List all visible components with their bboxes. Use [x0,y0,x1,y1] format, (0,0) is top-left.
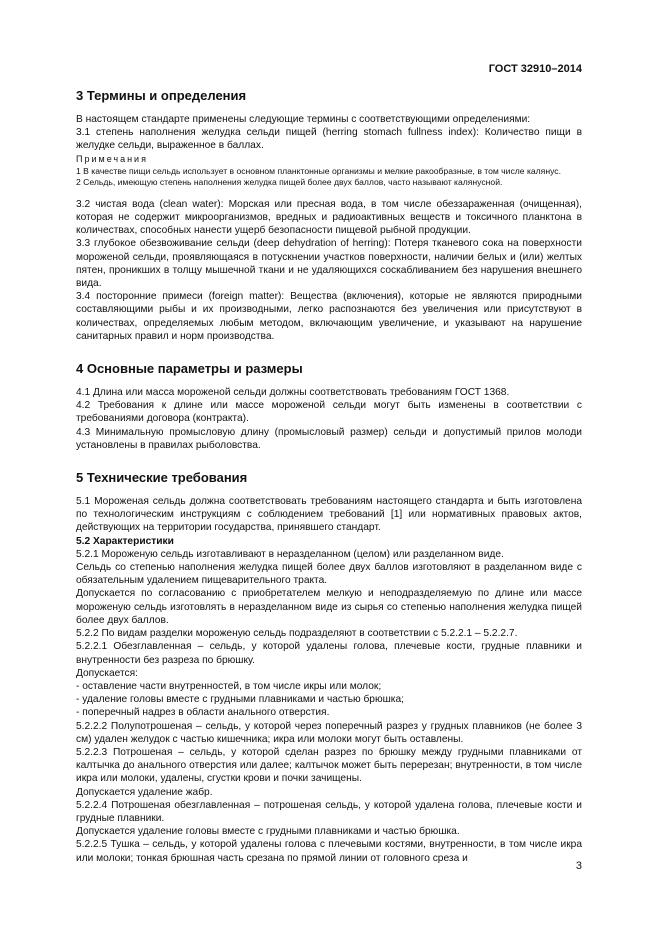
paragraph-5-1: 5.1 Мороженая сельдь должна соответствовать требованиям настоящего стандарта и быть изготовлена по технологическим инструкциям с соблюдением требований [1] или нормативных правовых актов, действующих на территории государства, принявшего стандарт. [76,496,582,534]
section-4-title: 4 Основные параметры и размеры [76,361,303,377]
paragraph-4-3: 4.3 Минимальную промысловую длину (промысловый размер) сельди и допустимый прилов молоди установлены в правилах рыболовства. [76,426,582,451]
paragraph: В настоящем стандарте применены следующие термины с соответствующими определениями: [76,114,531,125]
term-3-1: 3.1 степень наполнения желудка сельди пищей (herring stomach fullness index): Количество пищи в желудке сельди, выраженное в баллах. [76,127,582,152]
paragraph-4-2: 4.2 Требования к длине или массе мороженой сельди могут быть изменены в соответствии с требованиями договора (контракта). [76,400,582,425]
subsection-5-2-title: 5.2 Характеристики [76,535,174,547]
note-heading: Примечания [76,153,148,164]
term-3-3: 3.3 глубокое обезвоживание сельди (deep dehydration of herring): Потеря тканевого сока на поверхности мороженой сельди, проявляющаяся в потускнении участков поверхности, наличии белых и (или) желтых пятен, проникших в толщу мышечной ткани и не удаляющихся соскабливанием без нарушения внешнего вида. [76,238,582,290]
paragraph-5-2-2-3: 5.2.2.3 Потрошеная – сельдь, у которой сделан разрез по брюшку между грудными плавниками от калтычка до анального отверстия или далее; калтычок может быть перерезан; внутренности, в том числе икра или молоки, удалены, сгустки крови и почки зачищены. [76,746,582,785]
term-3-2: 3.2 чистая вода (clean water): Морская или пресная вода, в том числе обеззараженная (очищенная), которая не содержит микроорганизмов, вредных и радиоактивных веществ и токсичного планктона в количествах, способных нанести ущерб безопасности пищевой рыбной продукции. [76,198,582,237]
paragraph-5-2-2-1: 5.2.2.1 Обезглавленная – сельдь, у которой удалены голова, плечевые кости, грудные плавники и внутренности без разреза по брюшку. [76,641,582,666]
page-body [76,88,582,865]
list-item: - поперечный надрез в области анального отверстия. [76,707,330,719]
paragraph: Сельдь со степенью наполнения желудка пищей более двух баллов изготовляют в разделанном виде с обязательным удалением пищеварительного тракта. [76,562,582,587]
note-2: 2 Сельдь, имеющую степень наполнения желудка пищей более двух баллов, часто называют калянусной. [76,177,503,188]
term-3-4: 3.4 посторонние примеси (foreign matter): Вещества (включения), которые не являются природными составляющими рыбы и их производными, легко распознаются без увеличения или присутствуют в количествах, определяемых любым методом, включающим увеличение, и указывают на нарушение санитарных правил и норм производства. [76,291,582,342]
document-code: ГОСТ 32910–2014 [488,63,582,75]
note-1: 1 В качестве пищи сельдь использует в основном планктонные организмы и мелкие ракообразные, в том числе калянус. [76,165,561,176]
paragraph: Допускается: [76,667,138,679]
paragraph-4-1: 4.1 Длина или масса мороженой сельди должны соответствовать требованиям ГОСТ 1368. [76,387,510,399]
section-3-title: 3 Термины и определения [76,88,247,103]
list-item: - оставление части внутренностей, в том числе икры или молок; [76,680,382,692]
page-number: 3 [575,860,582,872]
paragraph-5-2-1: 5.2.1 Мороженую сельдь изготавливают в неразделанном (целом) или разделанном виде. [76,548,504,560]
paragraph-5-2-2-2: 5.2.2.2 Полупотрошеная – сельдь, у которой через поперечный разрез у грудных плавников (не более 3 см) удален желудок с частью кишечника; икра или молоки могут быть оставлены. [76,720,582,745]
paragraph-5-2-2-5: 5.2.2.5 Тушка – сельдь, у которой удалены голова с плечевыми костями, внутренности, в том числе икра или молоки; тонкая брюшная часть срезана по прямой линии от головного среза и [76,839,582,864]
paragraph: Допускается удаление головы вместе с грудными плавниками и частью брюшка. [76,826,460,838]
paragraph-5-2-2-4: 5.2.2.4 Потрошеная обезглавленная – потрошеная сельдь, у которой удалена голова, плечевые кости и грудные плавники. [76,799,582,824]
section-5-title: 5 Технические требования [76,470,248,486]
list-item: - удаление головы вместе с грудными плавниками и частью брюшка; [76,694,404,706]
paragraph: Допускается удаление жабр. [76,786,213,798]
paragraph-5-2-2: 5.2.2 По видам разделки мороженую сельдь подразделяют в соответствии с 5.2.2.1 – 5.2.2.7. [76,628,518,640]
paragraph: Допускается по согласованию с приобретателем мелкую и неподразделяемую по длине или массе мороженую сельдь изготовлять в неразделанном виде из сырья со степенью наполнения желудка пищей более двух баллов. [76,588,582,626]
